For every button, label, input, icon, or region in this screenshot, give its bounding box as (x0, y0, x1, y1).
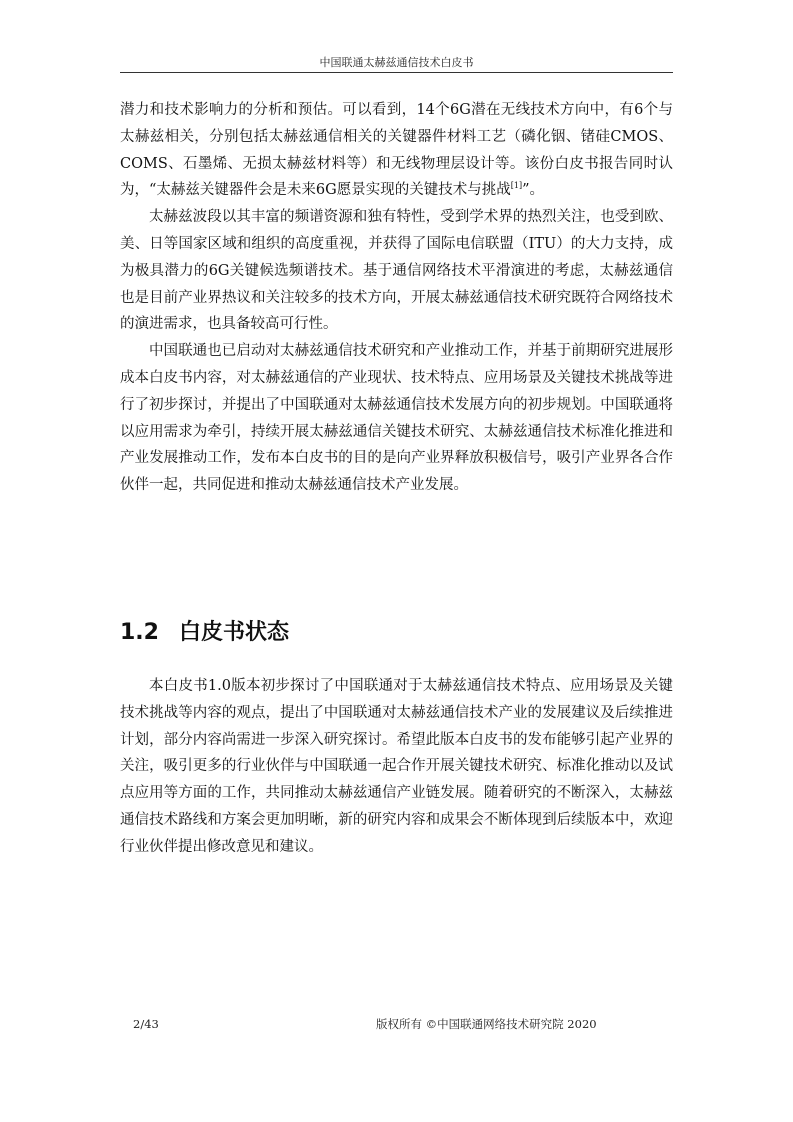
section-number: 1.2 (120, 620, 159, 645)
paragraph-2: 太赫兹波段以其丰富的频谱资源和独有特性，受到学术界的热烈关注，也受到欧、美、日等国家区域和组织的高度重视，并获得了国际电信联盟（ITU）的大力支持，成为极具潜力的6G关键候选频谱技术。基于通信网络技术平滑演进的考虑，太赫兹通信也是目前产业界热议和关注较多的技术方向，开展太赫兹通信技术研究既符合网络技术的演进需求，也具备较高可行性。 (120, 209, 673, 333)
copyright-notice: 版权所有 ©中国联通网络技术研究院 2020 (376, 1017, 597, 1031)
paragraph-1 (120, 97, 673, 204)
paragraph-1-tail: ”。 (522, 182, 544, 199)
body-text-top (120, 97, 673, 499)
section-title: 白皮书状态 (178, 620, 289, 645)
body-text-bottom (120, 673, 673, 861)
page-number: 2/43 (133, 1017, 159, 1031)
citation-ref[interactable]: [1] (510, 181, 523, 191)
page-header: 中国联通太赫兹通信技术白皮书 (319, 56, 474, 69)
paragraph-1-text: 潜力和技术影响力的分析和预估。可以看到，14个6G潜在无线技术方向中，有6个与太赫兹相关，分别包括太赫兹通信相关的关键器件材料工艺（磷化铟、锗硅CMOS、COMS、石墨烯、无损太赫兹材料等）和无线物理层设计等。该份白皮书报告同时认为，“太赫兹关键器件会是未来6G愿景实现的关键技术与挑战 (120, 102, 673, 199)
header-rule (120, 72, 673, 73)
paragraph-3: 中国联通也已启动对太赫兹通信技术研究和产业推动工作，并基于前期研究进展形成本白皮书内容，对太赫兹通信的产业现状、技术特点、应用场景及关键技术挑战等进行了初步探讨，并提出了中国联通对太赫兹通信技术发展方向的初步规划。中国联通将以应用需求为牵引，持续开展太赫兹通信关键技术研究、太赫兹通信技术标准化推进和产业发展推动工作，发布本白皮书的目的是向产业界释放积极信号，吸引产业界各合作伙伴一起，共同促进和推动太赫兹通信技术产业发展。 (120, 343, 673, 494)
paragraph-4: 本白皮书1.0版本初步探讨了中国联通对于太赫兹通信技术特点、应用场景及关键技术挑战等内容的观点，提出了中国联通对太赫兹通信技术产业的发展建议及后续推进计划，部分内容尚需进一步深入研究探讨。希望此版本白皮书的发布能够引起产业界的关注，吸引更多的行业伙伴与中国联通一起合作开展关键技术研究、标准化推动以及试点应用等方面的工作，共同推动太赫兹通信产业链发展。随着研究的不断深入，太赫兹通信技术路线和方案会更加明晰，新的研究内容和成果会不断体现到后续版本中，欢迎行业伙伴提出修改意见和建议。 (120, 678, 673, 855)
section-heading (120, 618, 289, 648)
